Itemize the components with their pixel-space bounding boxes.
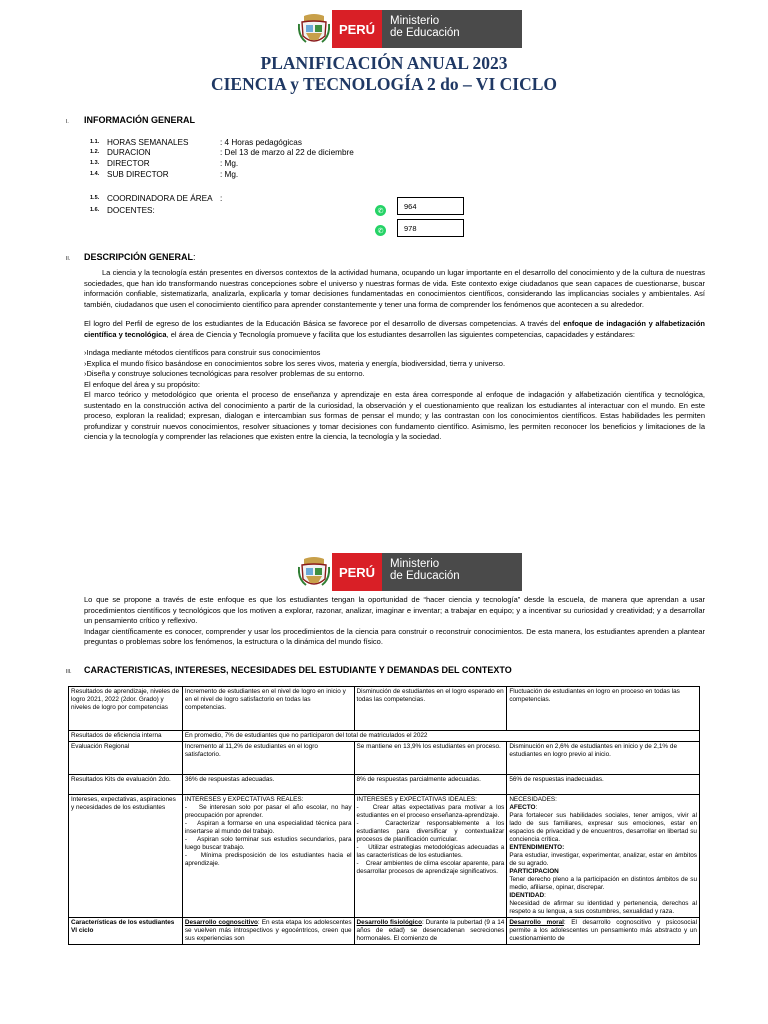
item-number: 1.5. <box>90 195 100 201</box>
list-item-text: Se interesan solo por pasar el año escolar, no hay preocupación por aprender. <box>184 804 352 819</box>
table-cell: Disminución de estudiantes en el logro esperado en todas las competencias. <box>354 687 507 731</box>
context-table <box>68 686 700 945</box>
whatsapp-icon: ✆ <box>375 225 386 236</box>
cell-heading: Desarrollo moral <box>509 919 564 926</box>
phone-box-2: 978 <box>397 219 464 237</box>
needs-afecto-text: Para fortalecer sus habilidades sociales, tener amigos, vivir al lado de sus familiares, expresar sus emociones, estar en espacios de privacidad y de encuentros, desarrollar en libertad su conciencia crítica. <box>509 812 697 843</box>
ministerio-line-1: Ministerio <box>390 15 440 27</box>
cell-heading: INTERESES y EXPECTATIVAS IDEALES: <box>356 796 477 803</box>
info-item-duration <box>90 148 354 157</box>
list-item-text: Caracterizar responsablemente a los estudiantes para diversificar y contextualizar procesos de planificación curricular. <box>356 820 505 843</box>
info-item-subdirector <box>90 170 238 179</box>
table-cell-physiological <box>354 918 507 945</box>
needs-identidad-text: Necesidad de afirmar su identidad y pertenencia, derechos al respeto a su lengua, a sus costumbres, sexualidad y raza. <box>509 900 697 915</box>
paragraph-2-bold: enfoque de indagación y alfabetización científica y tecnológica <box>84 319 706 339</box>
peru-label: PERÚ <box>332 553 382 591</box>
item-value: : <box>220 194 223 203</box>
table-cell: 8% de respuestas parcialmente adecuadas. <box>354 775 507 795</box>
section-2-number: II. <box>66 256 71 262</box>
paragraph-4: El marco teórico y metodológico que orienta el proceso de enseñanza y aprendizaje en esta área corresponde al enfoque de indagación y alfabetización científica y tecnológica, sustentado en la construcción activa del conocimiento a partir de la curiosidad, la observación y el cuestionamiento que realizan los estudiantes al interactuar con el mundo. En este proceso, exploran la realidad; expresan, dialogan e intercambian sus formas de pensar el mundo; y las contrastan con los conocimientos científicos. Estas habilidades les permiten profundizar y construir nuevos conocimientos, resolver situaciones y tomar decisiones con fundamento científico. Asimismo, les permiten reconocer los beneficios y limitaciones de la ciencia y la tecnología y comprender las relaciones que existen entre la ciencia, la tecnología y la sociedad. <box>84 390 705 441</box>
minedu-logo-page2 <box>296 553 522 591</box>
list-item: - Mínima predisposición de los estudiantes hacia el aprendizaje. <box>184 852 352 867</box>
table-cell: Se mantiene en 13,9% los estudiantes en proceso. <box>354 742 507 775</box>
table-cell: Disminución en 2,6% de estudiantes en inicio y de 2,1% de estudiantes en logro previo al inicio. <box>507 742 700 775</box>
peru-label: PERÚ <box>332 10 382 48</box>
needs-heading-text: AFECTO <box>509 804 536 811</box>
item-label: COORDINADORA DE ÁREA <box>107 194 213 203</box>
item-value: : Del 13 de marzo al 22 de diciembre <box>220 148 354 157</box>
table-row <box>69 687 700 731</box>
paragraph-6: Indagar científicamente es conocer, comprender y usar los procedimientos de la ciencia para construir o reconstruir conocimientos. De esta manera, los estudiantes aprenden a plantear preguntas o problemas sobre los fenómenos, la estructura o la dinámica del mundo físico. <box>84 626 705 646</box>
table-cell: Evaluación Regional <box>69 742 183 775</box>
table-row <box>69 795 700 918</box>
document-title-line-2: CIENCIA y TECNOLOGÍA 2 do – VI CICLO <box>210 74 558 94</box>
table-cell: Resultados de eficiencia interna <box>69 731 183 742</box>
item-number: 1.4. <box>90 171 100 177</box>
ministerio-label <box>382 553 522 591</box>
item-label: DIRECTOR <box>107 159 150 168</box>
section-1-heading <box>66 115 195 125</box>
ministerio-label <box>382 10 522 48</box>
table-cell: En promedio, 7% de estudiantes que no participaron del total de matriculados el 2022 <box>182 731 699 742</box>
cell-text: : El desarrollo cognoscitivo y psicosocial permite a los adolescentes un pensamiento más abstracto y un cuestionamiento de <box>509 919 697 942</box>
item-number: 1.1. <box>90 139 100 145</box>
ministerio-line-2: de Educación <box>390 27 460 39</box>
table-row <box>69 918 700 945</box>
table-cell-moral <box>507 918 700 945</box>
list-item-text: Mínima predisposición de los estudiantes hacia el aprendizaje. <box>184 852 352 867</box>
document-title-line-1: PLANIFICACIÓN ANUAL 2023 <box>260 53 508 73</box>
needs-participacion-heading: PARTICIPACION <box>509 868 559 875</box>
needs-entendimiento-heading: ENTENDIMIENTO: <box>509 844 565 851</box>
item-label: DOCENTES: <box>107 206 155 215</box>
section-2-heading <box>66 252 196 262</box>
whatsapp-icon: ✆ <box>375 205 386 216</box>
info-item-teachers <box>90 206 220 215</box>
cell-heading: Desarrollo cognoscitivo <box>184 919 258 926</box>
cell-heading: NECESIDADES: <box>509 796 557 803</box>
item-number: 1.6. <box>90 207 100 213</box>
table-cell: Incremento de estudiantes en el nivel de logro en inicio y en el nivel de logro satisfactorio en todas las competencias. <box>182 687 354 731</box>
table-cell: Intereses, expectativas, aspiraciones y necesidades de los estudiantes <box>69 795 183 918</box>
table-cell: Características de los estudiantes VI ciclo <box>69 918 183 945</box>
item-label: SUB DIRECTOR <box>107 170 169 179</box>
needs-entendimiento-text: Para estudiar, investigar, experimentar, analizar, estar en ámbitos de su agrado. <box>509 852 697 867</box>
table-cell: Incremento al 11,2% de estudiantes en el logro satisfactorio. <box>182 742 354 775</box>
section-1-title: INFORMACIÓN GENERAL <box>84 115 195 125</box>
bullet-text: Explica el mundo físico basándose en conocimientos sobre los seres vivos, materia y energía, biodiversidad, tierra y universo. <box>86 358 506 368</box>
item-label: HORAS SEMANALES <box>107 138 189 147</box>
section-1-number: I. <box>66 119 69 125</box>
bullet-2: ›Explica el mundo físico basándose en conocimientos sobre los seres vivos, materia y energía, biodiversidad, tierra y universo. <box>84 358 506 368</box>
coat-of-arms-icon <box>296 553 332 591</box>
list-item: - Se interesan solo por pasar el año escolar, no hay preocupación por aprender. <box>184 804 352 819</box>
list-item-text: Aspiran solo terminar sus estudios secundarios, para luego buscar trabajo. <box>184 836 352 851</box>
item-label: DURACION <box>107 148 151 157</box>
list-item-text: Crear altas expectativas para motivar a los estudiantes en el proceso enseñanza-aprendizaje. <box>356 804 505 819</box>
item-value: : 4 Horas pedagógicas <box>220 138 302 147</box>
paragraph-1: La ciencia y la tecnología están presentes en diversos contextos de la actividad humana, ocupando un lugar importante en el desarrollo del conocimiento y de la cultura de nuestras sociedades, que han ido transformando nuestras concepciones sobre el universo y nuestras formas de vida. Este contexto exige ciudadanos que sean capaces de cuestionarse, buscar información confiable, sistematizarla, analizarla, explicarla y tomar decisiones fundamentadas en conocimientos científicos, considerando las implicancias sociales y ambientales. Así también, ciudadanos que usen el conocimiento científico para aprender constantemente y tener una forma de comprender los fenómenos que acontecen a su alrededor. <box>84 268 705 309</box>
cell-heading: Desarrollo fisiológico <box>356 919 422 926</box>
table-row <box>69 731 700 742</box>
table-cell: 56% de respuestas inadecuadas. <box>507 775 700 795</box>
paragraph-2 <box>84 319 705 340</box>
section-3-title: CARACTERISTICAS, INTERESES, NECESIDADES DEL ESTUDIANTE Y DEMANDAS DEL CONTEXTO <box>84 665 512 675</box>
paragraph-2-text-end: , el área de Ciencia y Tecnología promueve y facilita que los estudiantes desarrollen las siguientes competencias, capacidades y estándares: <box>166 329 635 339</box>
table-row <box>69 742 700 775</box>
paragraph-2-text: El logro del Perfil de egreso de los estudiantes de la Educación Básica se favorece por el desarrollo de diversas competencias. A través del <box>84 319 564 328</box>
list-item: - Utilizar estrategias metodológicas adecuadas a las características de los estudiantes. <box>356 844 505 859</box>
list-item-text: Aspiran a formarse en una especialidad técnica para insertarse al mundo del trabajo. <box>184 820 352 835</box>
ministerio-line-1: Ministerio <box>390 558 440 570</box>
paragraph-3: El enfoque del área y su propósito: <box>84 379 200 389</box>
list-item: - Aspiran solo terminar sus estudios secundarios, para luego buscar trabajo. <box>184 836 352 851</box>
table-cell: Resultados de aprendizaje, niveles de logro 2021, 2022 (2dor. Grado) y niveles de logro por competencias <box>69 687 183 731</box>
needs-afecto-heading: AFECTO: <box>509 804 538 811</box>
coat-of-arms-icon <box>296 10 332 48</box>
ministerio-line-2: de Educación <box>390 570 460 582</box>
list-item: - Caracterizar responsablemente a los estudiantes para diversificar y contextualizar procesos de planificación curricular. <box>356 820 505 843</box>
section-3-number: III. <box>66 669 72 675</box>
table-cell-interests-ideal <box>354 795 507 918</box>
info-item-coordinator <box>90 194 222 203</box>
bullet-3: ›Diseña y construye soluciones tecnológicas para resolver problemas de su entorno. <box>84 369 365 378</box>
needs-identidad-heading: IDENTIDAD: <box>509 892 546 899</box>
needs-heading-text: IDENTIDAD <box>509 892 545 899</box>
table-cell: 36% de respuestas adecuadas. <box>182 775 354 795</box>
info-item-hours <box>90 138 302 147</box>
table-cell: Fluctuación de estudiantes en logro en proceso en todas las competencias. <box>507 687 700 731</box>
needs-participacion-text: Tener derecho pleno a la participación en distintos ámbitos de su medio, afiliarse, opinar, discrepar. <box>509 876 697 891</box>
paragraph-5: Lo que se propone a través de este enfoque es que los estudiantes tengan la oportunidad de “hacer ciencia y tecnología” desde la escuela, de manera que aprendan a usar procedimientos científicos y tecnológicos que los motiven a explorar, razonar, analizar, imaginar e inventar; a trabajar en equipo; y a incentivar su curiosidad y creatividad; y a desarrollar un pensamiento crítico y reflexivo. <box>84 595 705 625</box>
table-cell-cognitive <box>182 918 354 945</box>
section-2-body-page2 <box>84 595 705 648</box>
section-2-title: DESCRIPCIÓN GENERAL <box>84 252 194 262</box>
table-row <box>69 775 700 795</box>
section-2-body-page1 <box>84 268 705 443</box>
list-item: - Aspiran a formarse en una especialidad técnica para insertarse al mundo del trabajo. <box>184 820 352 835</box>
info-item-director <box>90 159 238 168</box>
phone-box-1: 964 <box>397 197 464 215</box>
item-number: 1.3. <box>90 160 100 166</box>
cell-text: : En esta etapa los adolescentes se vuelven más introspectivos y egocéntricos, creen que sus experiencias son <box>184 919 352 942</box>
cell-text: : Durante la pubertad (9 a 14 años de edad) se desencadenan secreciones hormonales. El comienzo de <box>356 919 505 942</box>
cell-heading: INTERESES y EXPECTATIVAS REALES: <box>184 796 304 803</box>
section-3-heading <box>66 665 512 675</box>
bullet-text: Diseña y construye soluciones tecnológicas para resolver problemas de su entorno. <box>86 369 365 378</box>
item-number: 1.2. <box>90 149 100 155</box>
list-item-text: Crear ambientes de clima escolar aparente, para desarrollar procesos de aprendizaje significativos. <box>356 860 505 875</box>
bullet-text: Indaga mediante métodos científicos para construir sus conocimientos <box>86 348 321 357</box>
section-2-colon: : <box>193 252 196 262</box>
item-value: : Mg. <box>220 159 239 168</box>
table-cell-needs <box>507 795 700 918</box>
item-value: : Mg. <box>220 170 239 179</box>
table-cell: Resultados Kits de evaluación 2do. <box>69 775 183 795</box>
list-item: - Crear altas expectativas para motivar a los estudiantes en el proceso enseñanza-aprendizaje. <box>356 804 505 819</box>
list-item-text: Utilizar estrategias metodológicas adecuadas a las características de los estudiantes. <box>356 844 505 859</box>
minedu-logo <box>296 10 522 48</box>
table-cell-interests-real <box>182 795 354 918</box>
bullet-1: ›Indaga mediante métodos científicos para construir sus conocimientos <box>84 348 321 357</box>
list-item: - Crear ambientes de clima escolar aparente, para desarrollar procesos de aprendizaje significativos. <box>356 860 505 875</box>
